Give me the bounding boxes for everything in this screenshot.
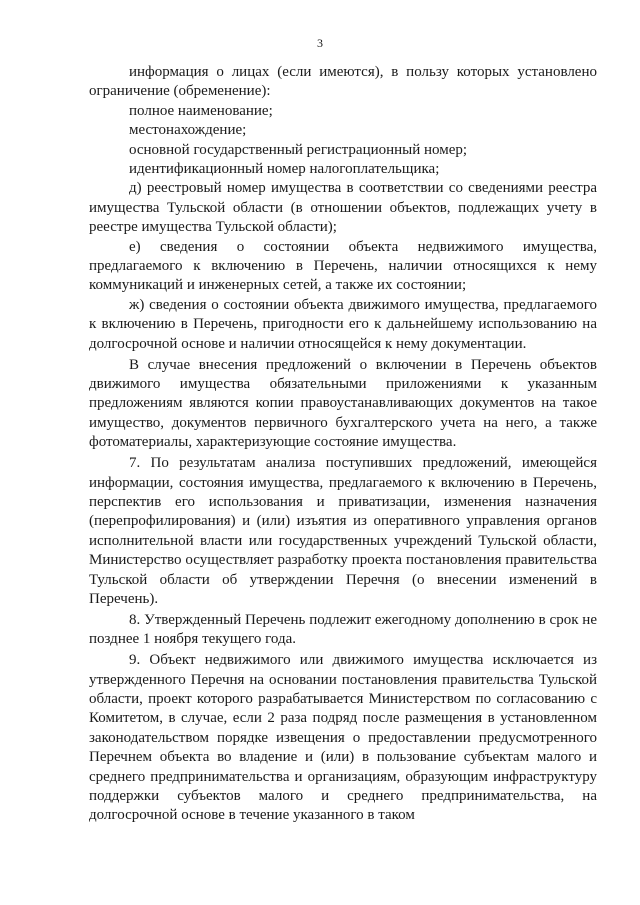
paragraph-movable-property: В случае внесения предложений о включении в Перечень объектов движимого имущества обязательными приложениями к указанным предложениям являются копии правоустанавливающих документов на такое имущество, документов первичного бухгалтерского учета на него, а также фотоматериалы, характеризующие состояние имущества. xyxy=(89,356,597,451)
page-number: 3 xyxy=(317,36,323,50)
paragraph-item-zh: ж) сведения о состоянии объекта движимого имущества, предлагаемого к включению в Перечень, пригодности его к дальнейшему использованию на долгосрочной основе и наличии относящейся к нему документации. xyxy=(89,296,597,352)
paragraph-registration-number: основной государственный регистрационный номер; xyxy=(129,141,468,158)
paragraph-section-7: 7. По результатам анализа поступивших предложений, имеющейся информации, состояния имущества, предлагаемого к включению в Перечень, перспектив его использования и приватизации, изменения назначения (перепрофилирования) и (или) изъятия из оперативного управления органов исполнительной власти или государственных учреждений Тульской области, Министерство осуществляет разработку проекта постановления правительства Тульской области об утверждении Перечня (о внесении изменений в Перечень). xyxy=(89,455,597,607)
paragraph-item-d: д) реестровый номер имущества в соответствии со сведениями реестра имущества Тульской области (в отношении объектов, подлежащих учету в реестре имущества Тульской области); xyxy=(89,180,597,236)
paragraph-encumbrance-info: информация о лицах (если имеются), в пользу которых установлено ограничение (обременение): xyxy=(89,64,597,100)
paragraph-taxpayer-id: идентификационный номер налогоплательщика; xyxy=(129,161,440,178)
paragraph-item-e: е) сведения о состоянии объекта недвижимого имущества, предлагаемого к включению в Перечень, наличии относящихся к нему коммуникаций и инженерных сетей, а также их состоянии; xyxy=(89,238,597,294)
document-body xyxy=(89,63,597,826)
paragraph-location: местонахождение; xyxy=(129,122,247,139)
paragraph-full-name: полное наименование; xyxy=(129,102,273,119)
paragraph-section-8: 8. Утвержденный Перечень подлежит ежегодному дополнению в срок не позднее 1 ноября текущего года. xyxy=(89,611,597,648)
paragraph-section-9: 9. Объект недвижимого или движимого имущества исключается из утвержденного Перечня на основании постановления правительства Тульской области, проект которого разрабатывается Министерством по согласованию с Комитетом, в случае, если 2 раза подряд после размещения в установленном законодательством порядке извещения о предоставлении предусмотренного Перечнем объекта во владение и (или) в пользование субъектам малого и среднего предпринимательства и организациям, образующим инфраструктуру поддержки субъектов малого и среднего предпринимательства, на долгосрочной основе в течение указанного в таком xyxy=(89,652,597,824)
